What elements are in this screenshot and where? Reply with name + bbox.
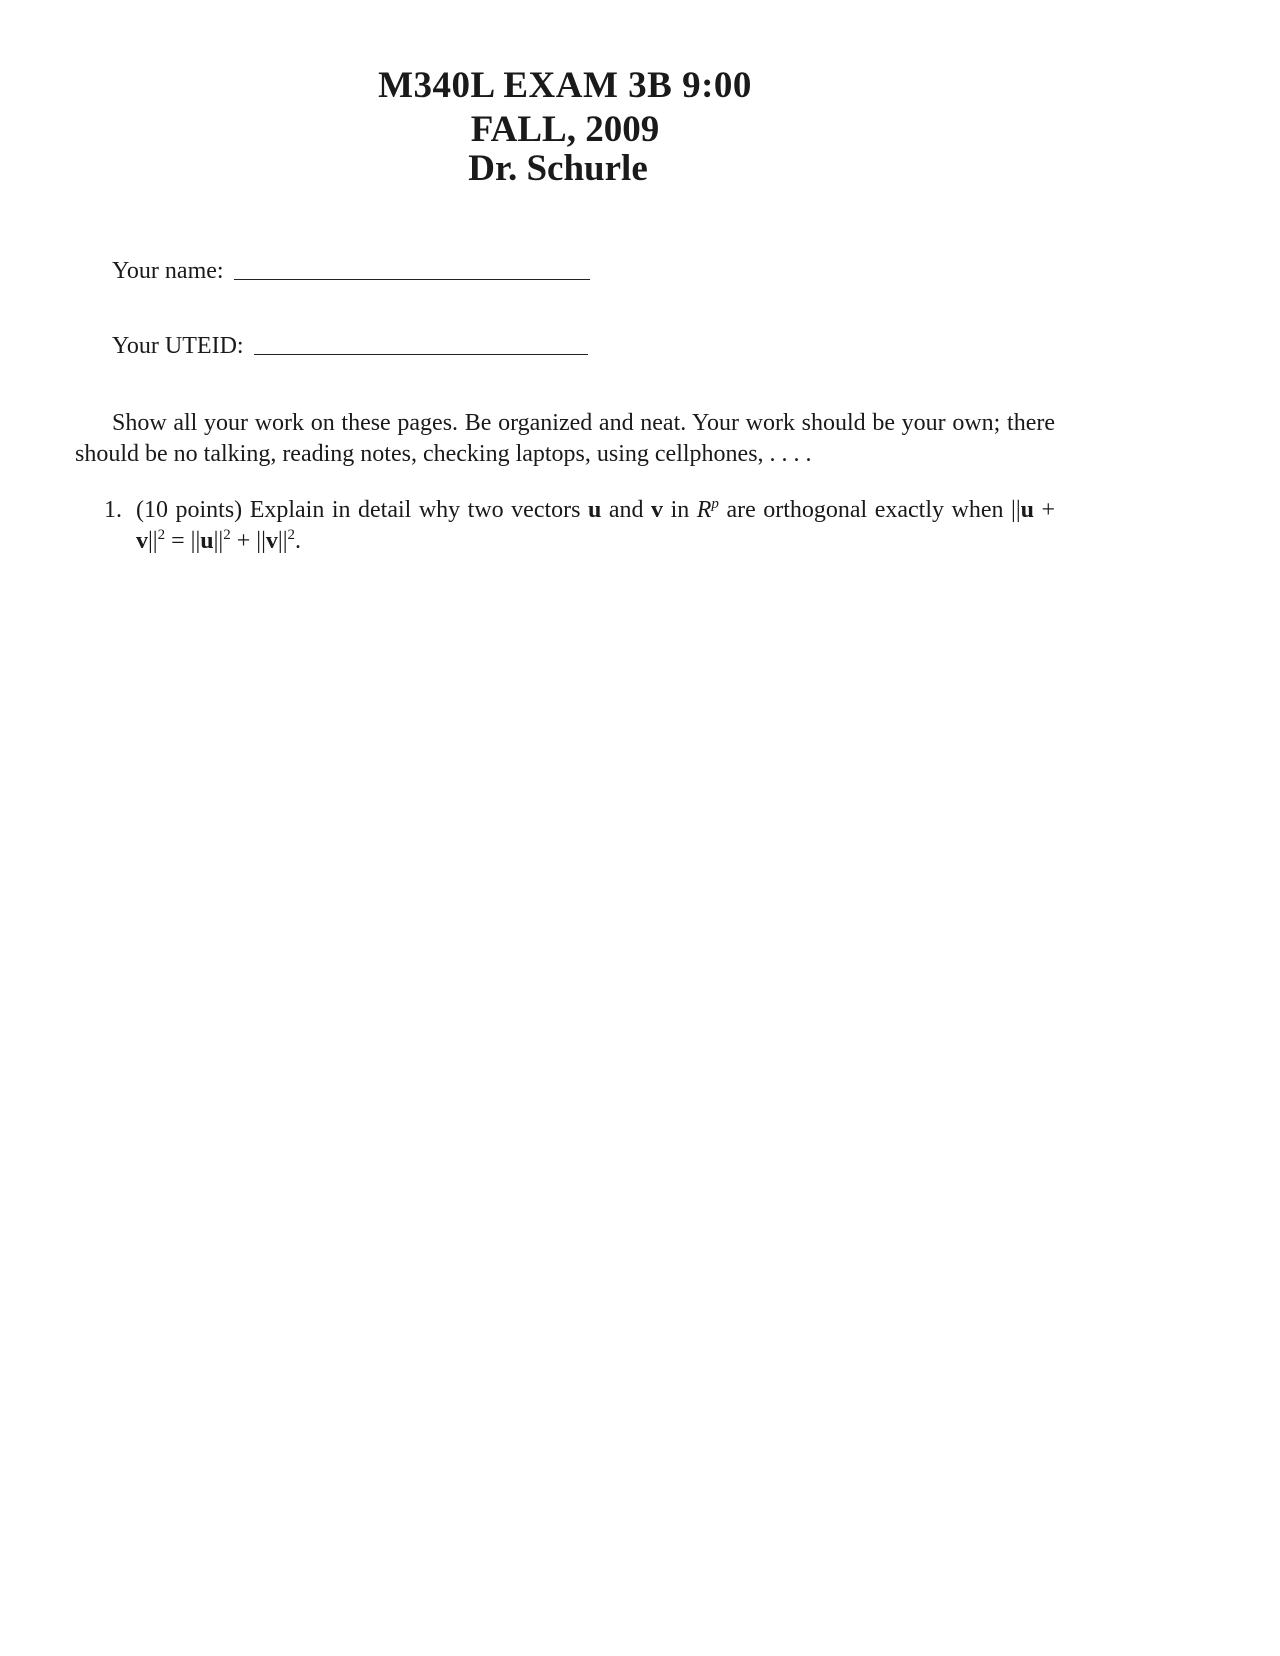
eq-equals: = || <box>165 528 201 554</box>
uteid-blank-line[interactable] <box>254 332 588 355</box>
vector-u: u <box>588 497 602 523</box>
eq-norm-close: || <box>148 528 158 554</box>
eq-u2: u <box>200 528 214 554</box>
eq-plus2: + || <box>230 528 266 554</box>
eq-plus: + <box>1034 497 1056 523</box>
eq-norm-open: || <box>1011 497 1021 523</box>
problem-1 <box>104 495 1055 557</box>
problem-text-in: in <box>670 497 690 523</box>
vector-v: v <box>651 497 664 523</box>
eq-v2: v <box>265 528 278 554</box>
problem-text-b: are orthogonal exactly when <box>726 497 1004 523</box>
name-blank-line[interactable] <box>234 257 590 280</box>
problem-text-and: and <box>608 497 644 523</box>
exam-term: FALL, 2009 <box>470 109 660 150</box>
eq-exp-c: 2 <box>287 527 295 543</box>
name-label: Your name: <box>112 258 224 284</box>
eq-exp-b: 2 <box>223 527 231 543</box>
eq-exp: 2 <box>157 527 166 543</box>
eq-norm-end: || <box>277 528 288 554</box>
eq-period: . <box>295 528 301 554</box>
uteid-label: Your UTEID: <box>112 333 244 359</box>
name-field-row <box>112 257 590 285</box>
uteid-field-row <box>112 332 588 360</box>
space-exponent: p <box>711 496 719 512</box>
problem-points: (10 points) <box>136 497 243 523</box>
problem-text-a: Explain in detail why two vectors <box>249 497 581 523</box>
eq-u: u <box>1020 497 1034 523</box>
eq-norm-mid: || <box>213 528 224 554</box>
instructor-name: Dr. Schurle <box>468 148 648 189</box>
exam-header <box>360 62 770 188</box>
instructions-paragraph: Show all your work on these pages. Be organized and neat. Your work should be your own; there should be no talking, reading notes, checking laptops, using cellphones, . . . . <box>75 410 1055 467</box>
space-R: R <box>696 497 712 523</box>
exam-title: M340L EXAM 3B 9:00 <box>378 65 752 106</box>
problem-text <box>136 495 1055 557</box>
problem-number: 1. <box>104 497 122 523</box>
eq-v: v <box>136 528 148 554</box>
